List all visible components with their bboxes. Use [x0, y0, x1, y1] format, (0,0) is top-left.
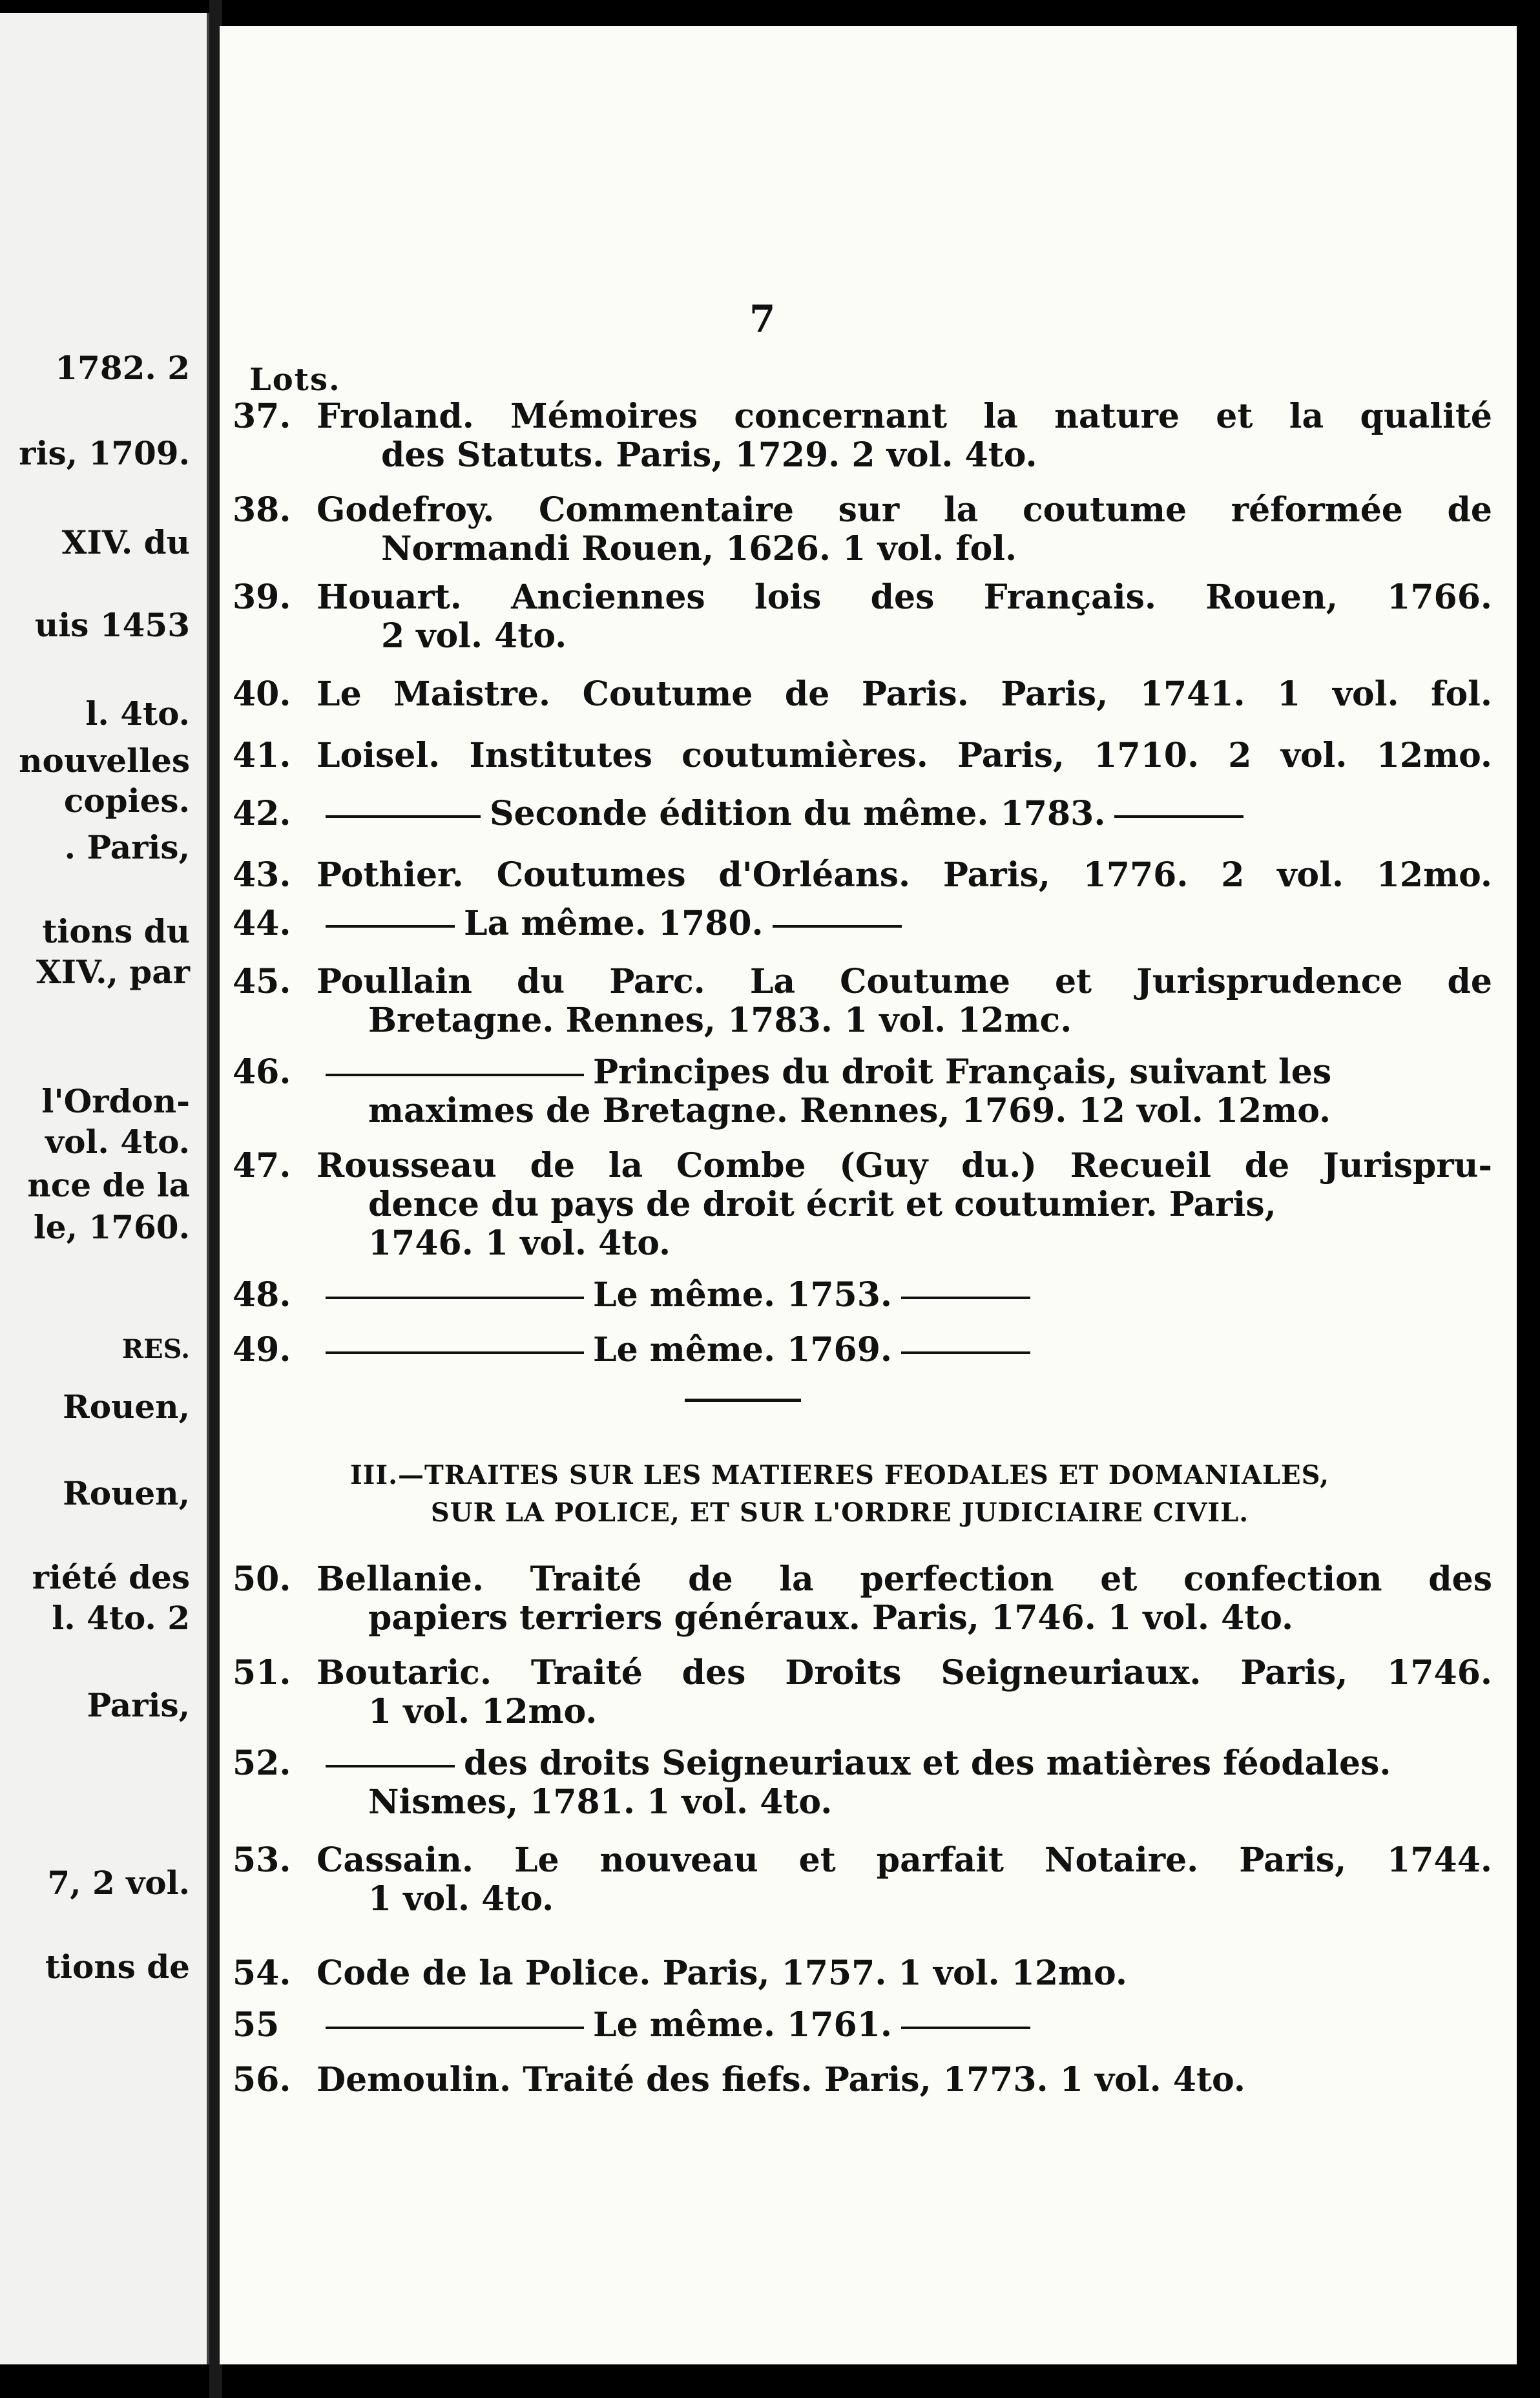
left-text-fragment: tions de [45, 1948, 190, 1986]
section-heading-line: III.—TRAITES SUR LES MATIERES FEODALES ET DOMANIALES, [349, 1460, 1330, 1490]
ditto-dash [326, 1297, 584, 1299]
lot-text: 2 vol. 4to. [381, 616, 567, 656]
lot-text: Le même. 1769. [593, 1330, 892, 1370]
lot-text: Rousseau de la Combe (Guy du.) Recueil de Jurispru- [317, 1146, 1492, 1185]
lot-number: 38. [233, 490, 291, 530]
lot-number: 50. [233, 1559, 291, 1599]
ditto-dash [901, 1351, 1030, 1354]
lot-text: 1 vol. 12mo. [368, 1692, 598, 1731]
ditto-dash [1114, 815, 1243, 818]
left-text-fragment: copies. [63, 782, 190, 820]
lot-text: Nismes, 1781. 1 vol. 4to. [368, 1782, 833, 1822]
ditto-dash [901, 2027, 1030, 2029]
lot-text: Normandi Rouen, 1626. 1 vol. fol. [381, 529, 1017, 568]
left-text-fragment: l. 4to. 2 [52, 1599, 190, 1637]
lot-text: La même. 1780. [464, 904, 764, 943]
left-text-fragment: Rouen, [63, 1474, 190, 1512]
left-text-fragment: uis 1453 [34, 606, 190, 644]
left-text-fragment: . Paris, [64, 828, 190, 866]
left-text-fragment: le, 1760. [33, 1208, 190, 1246]
lot-number: 56. [233, 2060, 291, 2100]
ditto-dash [326, 1765, 455, 1767]
lot-text: Le même. 1761. [593, 2005, 892, 2045]
lot-number: 53. [233, 1840, 291, 1880]
lot-text: Le même. 1753. [593, 1275, 892, 1315]
catalogue-page [220, 26, 1517, 2364]
left-text-fragment: RES. [121, 1334, 190, 1364]
lot-text: Bretagne. Rennes, 1783. 1 vol. 12mc. [368, 1001, 1072, 1040]
lot-text: 1746. 1 vol. 4to. [368, 1224, 671, 1263]
left-text-fragment: XIV. du [61, 523, 190, 561]
lot-text: Godefroy. Commentaire sur la coutume réformée de [317, 490, 1492, 530]
lot-number: 52. [233, 1744, 291, 1783]
lot-number: 49. [233, 1330, 291, 1370]
left-text-fragment: 7, 2 vol. [47, 1864, 190, 1902]
lot-number: 48. [233, 1275, 291, 1315]
left-text-fragment: Paris, [87, 1686, 190, 1724]
lot-number: 37. [233, 397, 291, 436]
lot-number: 40. [233, 674, 291, 714]
left-text-fragment: tions du [42, 912, 190, 950]
ditto-dash [901, 1297, 1030, 1299]
lot-text: 1 vol. 4to. [368, 1879, 554, 1919]
left-text-fragment: ris, 1709. [19, 434, 190, 472]
lot-text: Le Maistre. Coutume de Paris. Paris, 1741. 1 vol. fol. [317, 674, 1492, 714]
lot-number: 44. [233, 904, 291, 943]
left-text-fragment: nouvelles [19, 742, 190, 780]
lot-text: des droits Seigneuriaux et des matières féodales. [464, 1744, 1391, 1783]
lot-number: 55 [233, 2005, 280, 2045]
lot-text: maximes de Bretagne. Rennes, 1769. 12 vol. 12mo. [368, 1091, 1331, 1131]
lot-text: Principes du droit Français, suivant les [593, 1052, 1332, 1092]
ditto-dash [326, 925, 455, 928]
lot-text: des Statuts. Paris, 1729. 2 vol. 4to. [381, 435, 1037, 475]
ditto-dash [326, 1074, 584, 1076]
ditto-dash [326, 2027, 584, 2029]
lot-number: 42. [233, 794, 291, 833]
lot-text: Boutaric. Traité des Droits Seigneuriaux. Paris, 1746. [317, 1653, 1492, 1693]
left-text-fragment: vol. 4to. [45, 1123, 190, 1161]
lot-text: Houart. Anciennes lois des Français. Rouen, 1766. [317, 578, 1492, 617]
lot-text: Seconde édition du même. 1783. [490, 794, 1106, 833]
lot-number: 51. [233, 1653, 291, 1693]
left-text-fragment: 1782. 2 [55, 349, 190, 387]
lot-text: Code de la Police. Paris, 1757. 1 vol. 12mo. [317, 1954, 1127, 1993]
facing-page-fragment [0, 13, 209, 2364]
lot-text: Poullain du Parc. La Coutume et Jurisprudence de [317, 962, 1492, 1001]
lot-text: papiers terriers généraux. Paris, 1746. 1 vol. 4to. [368, 1598, 1294, 1638]
section-rule [685, 1399, 801, 1402]
lot-text: Loisel. Institutes coutumières. Paris, 1710. 2 vol. 12mo. [317, 736, 1492, 775]
lot-text: Pothier. Coutumes d'Orléans. Paris, 1776. 2 vol. 12mo. [317, 855, 1492, 895]
lot-text: Froland. Mémoires concernant la nature et la qualité [317, 397, 1492, 436]
lot-number: 41. [233, 736, 291, 775]
left-text-fragment: XIV., par [36, 953, 190, 991]
ditto-dash [326, 815, 481, 818]
left-text-fragment: Rouen, [63, 1388, 190, 1426]
left-text-fragment: l'Ordon- [41, 1082, 190, 1120]
ditto-dash [326, 1351, 584, 1354]
lot-text: Cassain. Le nouveau et parfait Notaire. Paris, 1744. [317, 1840, 1492, 1880]
section-heading-line: SUR LA POLICE, ET SUR L'ORDRE JUDICIAIRE CIVIL. [430, 1497, 1249, 1528]
lot-number: 47. [233, 1146, 291, 1185]
section-heading [226, 1457, 1453, 1532]
lot-text: Bellanie. Traité de la perfection et confection des [317, 1559, 1492, 1599]
lots-heading: Lots. [249, 362, 341, 398]
lot-text: Demoulin. Traité des fiefs. Paris, 1773. 1 vol. 4to. [317, 2060, 1245, 2100]
lot-number: 45. [233, 962, 291, 1001]
page-number: 7 [749, 297, 776, 341]
lot-number: 54. [233, 1954, 291, 1993]
lot-number: 46. [233, 1052, 291, 1092]
lot-text: dence du pays de droit écrit et coutumier. Paris, [368, 1185, 1276, 1224]
left-text-fragment: l. 4to. [85, 694, 190, 733]
lot-number: 39. [233, 578, 291, 617]
left-text-fragment: nce de la [27, 1166, 190, 1204]
lot-number: 43. [233, 855, 291, 895]
ditto-dash [773, 925, 902, 928]
left-text-fragment: riété des [32, 1558, 190, 1596]
